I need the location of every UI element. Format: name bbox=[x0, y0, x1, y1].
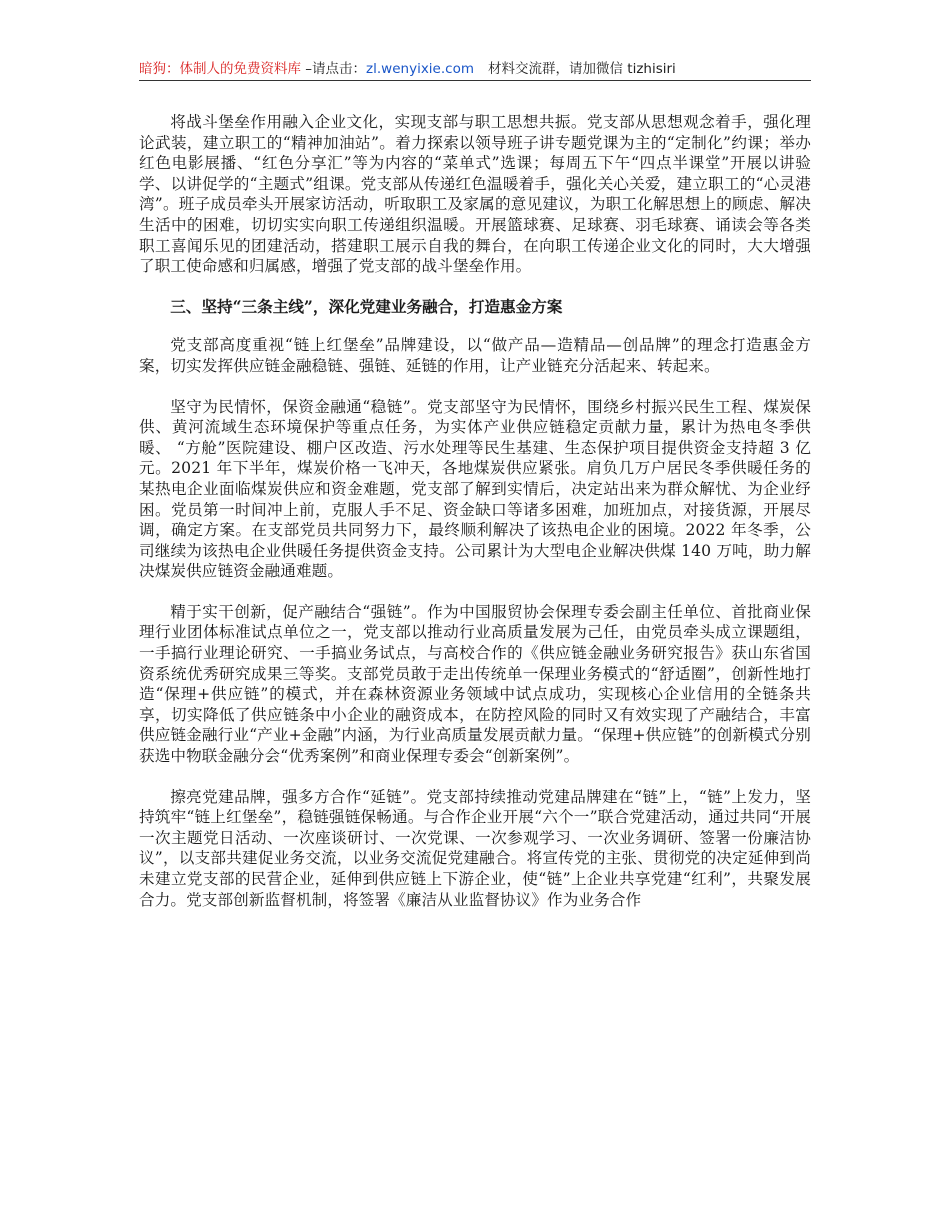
header-divider bbox=[139, 80, 811, 81]
page-header bbox=[139, 58, 811, 82]
paragraph-brand: 党支部高度重视“链上红堡垒”品牌建设，以“做产品—造精品—创品牌”的理念打造惠金方案，切实发挥供应链金融稳链、强链、延链的作用，让产业链充分活起来、转起来。 bbox=[139, 336, 811, 375]
paragraph-culture: 将战斗堡垒作用融入企业文化，实现支部与职工思想共振。党支部从思想观念着手，强化理论武装，建立职工的“精神加油站”。着力探索以领导班子讲专题党课为主的“定制化”约课；举办红色电影展播、“红色分享汇”等为内容的“菜单式”选课；每周五下午“四点半课堂”开展以讲验学、以讲促学的“主题式”组课。党支部从传递红色温暖着手，强化关心关爱，建立职工的“心灵港湾”。班子成员牵头开展家访活动，听取职工及家属的意见建议，为职工化解思想上的顾虑、解决生活中的困难，切切实实向职工传递组织温暖。开展篮球赛、足球赛、羽毛球赛、诵读会等各类职工喜闻乐见的团建活动，搭建职工展示自我的舞台，在向职工传递企业文化的同时，大大增强了职工使命感和归属感，增强了党支部的战斗堡垒作用。 bbox=[139, 113, 811, 276]
paragraph-strengthen-chain: 精于实干创新，促产融结合“强链”。作为中国服贸协会保理专委会副主任单位、首批商业保理行业团体标准试点单位之一，党支部以推动行业高质量发展为己任，由党员牵头成立课题组，一手搞行业理论研究、一手搞业务试点，与高校合作的《供应链金融业务研究报告》获山东省国资系统优秀研究成果三等奖。支部党员敢于走出传统单一保理业务模式的“舒适圈”，创新性地打造“保理+供应链”的模式，并在森林资源业务领域中试点成功，实现核心企业信用的全链条共享，切实降低了供应链条中小企业的融资成本，在防控风险的同时又有效实现了产融结合，丰富供应链金融行业“产业+金融”内涵，为行业高质量发展贡献力量。“保理+供应链”的创新模式分别获选中物联金融分会“优秀案例”和商业保理专委会“创新案例”。 bbox=[139, 602, 811, 766]
paragraph-extend-chain: 擦亮党建品牌，强多方合作“延链”。党支部持续推动党建品牌建在“链”上，“链”上发力，坚持筑牢“链上红堡垒”，稳链强链保畅通。与合作企业开展“六个一”联合党建活动，通过共同“开展一次主题党日活动、一次座谈研讨、一次党课、一次参观学习、一次业务调研、签署一份廉洁协议”，以支部共建促业务交流，以业务交流促党建融合。将宣传党的主张、贯彻党的决定延伸到尚未建立党支部的民营企业，延伸到供应链上下游企业，使“链”上企业共享党建“红利”，共聚发展合力。党支部创新监督机制，将签署《廉洁从业监督协议》作为业务合作 bbox=[139, 787, 811, 909]
wechat-note: 材料交流群，请加微信 tizhisiri bbox=[488, 61, 676, 77]
section-heading-3: 三、坚持“三条主线”，深化党建业务融合，打造惠金方案 bbox=[170, 296, 563, 316]
click-prompt: –请点击： bbox=[301, 61, 367, 77]
site-brand[interactable]: 暗狗：体制人的免费资料库 bbox=[139, 61, 301, 77]
site-link[interactable]: zl.wenyixie.com bbox=[366, 61, 474, 77]
paragraph-stabilize-chain: 坚守为民情怀，保资金融通“稳链”。党支部坚守为民情怀，围绕乡村振兴民生工程、煤炭保供、黄河流域生态环境保护等重点任务，为实体产业供应链稳定贡献力量，累计为热电冬季供暖、 “方舱”医院建设、棚户区改造、污水处理等民生基建、生态保护项目提供资金支持超 3 亿元。2021 年下半年，煤炭价格一飞冲天，各地煤炭供应紧张。肩负几万户居民冬季供暖任务的某热电企业面临煤炭供应和资金难题，党支部了解到实情后，决定站出来为群众解忧、为企业纾困。党员第一时间冲上前，克服人手不足、资金缺口等诸多困难，加班加点，对接货源，开展尽调，确定方案。在支部党员共同努力下，最终顺利解决了该热电企业的困境。2022 年冬季，公司继续为该热电企业供暖任务提供资金支持。公司累计为大型电企业解决供煤 140 万吨，助力解决煤炭供应链资金融通难题。 bbox=[139, 397, 811, 581]
document-body bbox=[139, 112, 811, 930]
